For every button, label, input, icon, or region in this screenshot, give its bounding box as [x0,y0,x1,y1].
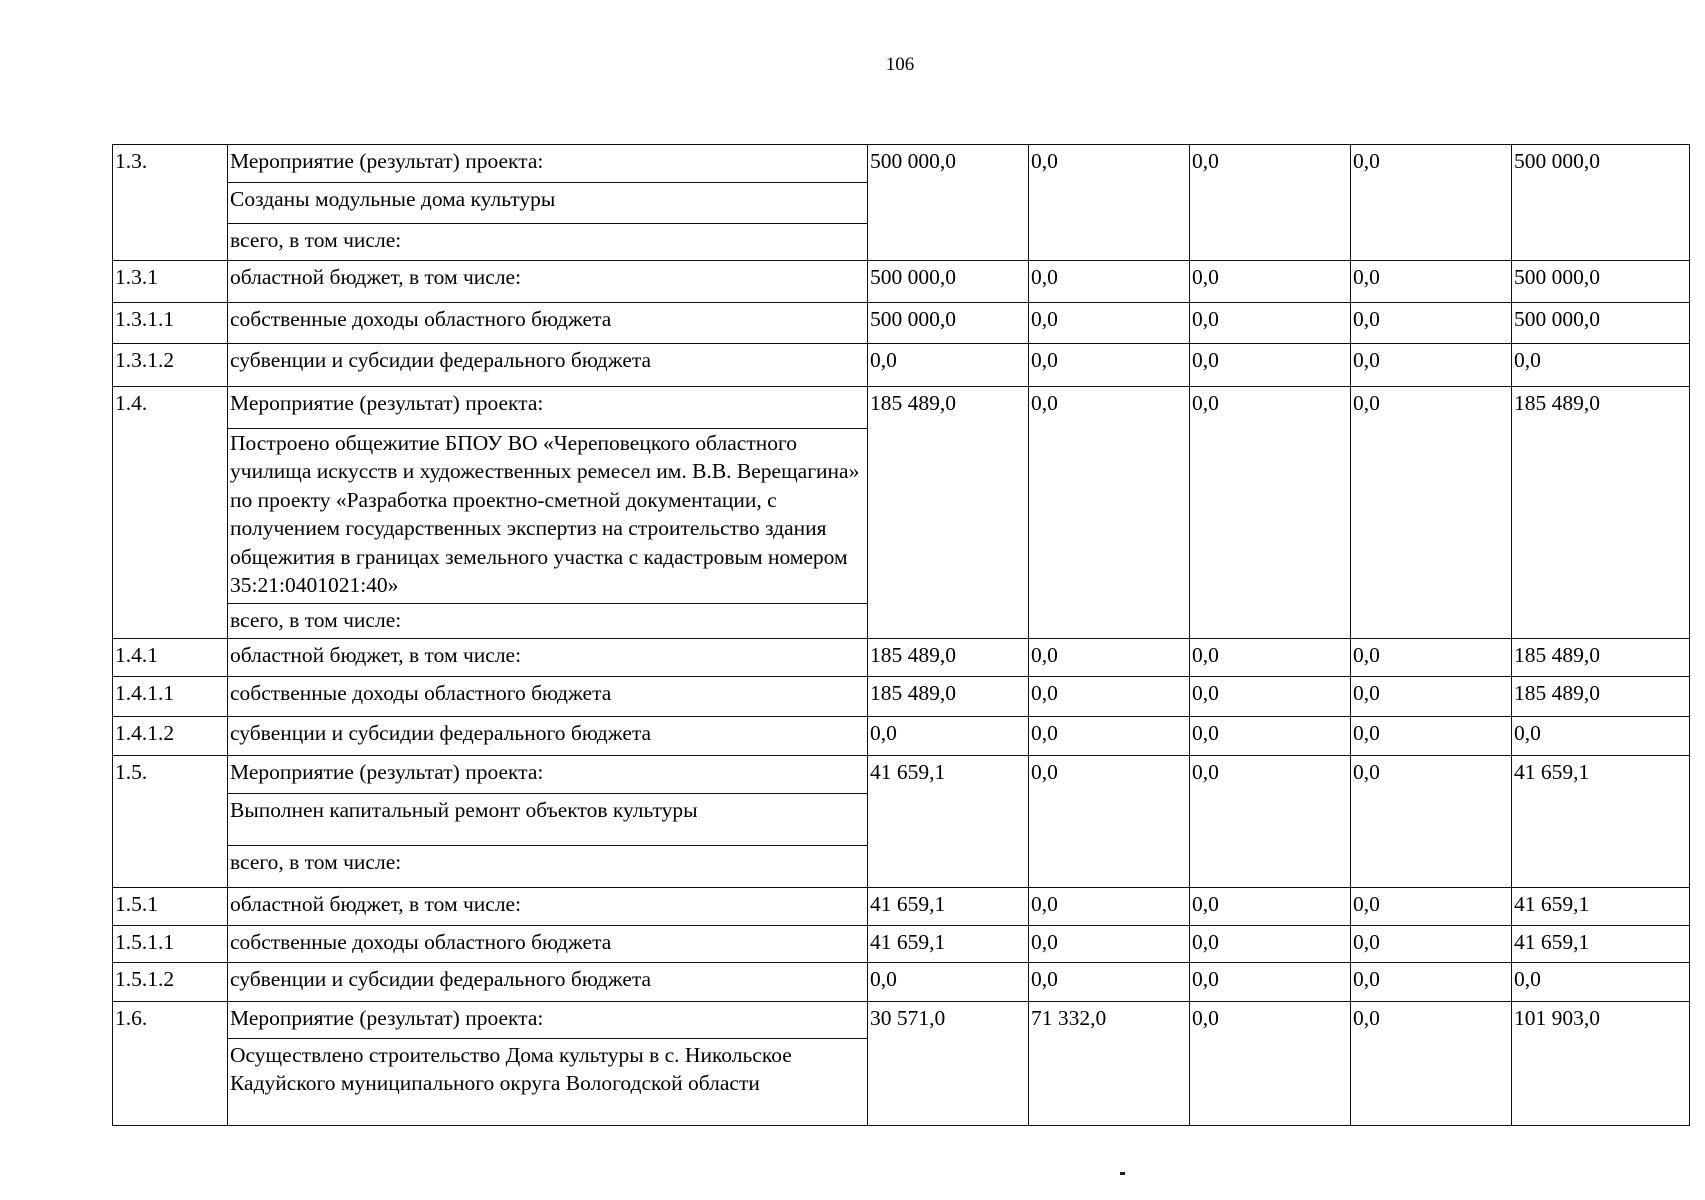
value-cell: 0,0 [1029,677,1190,716]
value-cell: 0,0 [1351,302,1512,343]
value-cell: 0,0 [1029,639,1190,677]
value-cell: 500 000,0 [1512,261,1690,302]
value-cell: 0,0 [1029,756,1190,887]
value-cell: 185 489,0 [1512,639,1690,677]
value-cell: 41 659,1 [868,925,1029,962]
row-label: собственные доходы областного бюджета [228,302,868,343]
value-cell: 0,0 [1351,887,1512,925]
row-number: 1.5.1.1 [113,925,228,962]
value-cell: 0,0 [868,716,1029,755]
row-label: собственные доходы областного бюджета [228,925,868,962]
value-cell: 0,0 [868,963,1029,1001]
value-cell: 0,0 [1029,145,1190,261]
page-number: 106 [885,54,915,75]
row-number: 1.5. [113,756,228,887]
value-cell: 0,0 [1512,344,1690,387]
value-cell: 0,0 [1351,756,1512,887]
row-number: 1.4.1.2 [113,716,228,755]
total-label: всего, в том числе: [228,223,868,260]
value-cell: 500 000,0 [868,302,1029,343]
value-cell: 0,0 [1029,387,1190,639]
value-cell: 0,0 [1351,344,1512,387]
row-label: областной бюджет, в том числе: [228,887,868,925]
value-cell: 500 000,0 [1512,145,1690,261]
row-label: областной бюджет, в том числе: [228,639,868,677]
activity-title: Осуществлено строительство Дома культуры в с. Никольское Кадуйского муниципального округа Вологодской области [228,1039,868,1126]
row-number: 1.5.1.2 [113,963,228,1001]
value-cell: 0,0 [1190,261,1351,302]
value-cell: 0,0 [1351,639,1512,677]
value-cell: 0,0 [1029,261,1190,302]
activity-label: Мероприятие (результат) проекта: [228,145,868,183]
value-cell: 185 489,0 [868,639,1029,677]
value-cell: 0,0 [1029,887,1190,925]
activity-title: Созданы модульные дома культуры [228,183,868,223]
value-cell: 500 000,0 [868,145,1029,261]
scan-mark [1120,1172,1125,1175]
value-cell: 0,0 [1190,387,1351,639]
value-cell: 0,0 [1351,261,1512,302]
value-cell: 30 571,0 [868,1001,1029,1125]
value-cell: 41 659,1 [1512,925,1690,962]
value-cell: 0,0 [1190,302,1351,343]
activity-title: Построено общежитие БПОУ ВО «Череповецкого областного училища искусств и художественных ремесел им. В.В. Верещагина» по проекту «Разработка проектно-сметной документации, с получением государственных экспертиз на строительство здания общежития в границах земельного участка с кадастровым номером 35:21:0401021:40» [228,428,868,603]
value-cell: 41 659,1 [1512,756,1690,887]
value-cell: 0,0 [1029,716,1190,755]
row-label: субвенции и субсидии федерального бюджета [228,344,868,387]
value-cell: 0,0 [1190,639,1351,677]
value-cell: 0,0 [1190,145,1351,261]
value-cell: 0,0 [1190,925,1351,962]
value-cell: 0,0 [1351,963,1512,1001]
row-number: 1.4. [113,387,228,639]
budget-table [112,144,1690,1126]
value-cell: 0,0 [1351,387,1512,639]
value-cell: 0,0 [1029,925,1190,962]
value-cell: 0,0 [1190,963,1351,1001]
activity-label: Мероприятие (результат) проекта: [228,1001,868,1038]
row-number: 1.3.1 [113,261,228,302]
value-cell: 0,0 [1351,145,1512,261]
value-cell: 0,0 [868,344,1029,387]
row-label: субвенции и субсидии федерального бюджета [228,963,868,1001]
value-cell: 0,0 [1512,963,1690,1001]
row-number: 1.3. [113,145,228,261]
row-number: 1.4.1.1 [113,677,228,716]
row-label: субвенции и субсидии федерального бюджета [228,716,868,755]
value-cell: 0,0 [1029,302,1190,343]
value-cell: 41 659,1 [868,887,1029,925]
value-cell: 185 489,0 [1512,387,1690,639]
total-label: всего, в том числе: [228,846,868,887]
value-cell: 0,0 [1190,1001,1351,1125]
value-cell: 101 903,0 [1512,1001,1690,1125]
value-cell: 185 489,0 [868,677,1029,716]
row-label: собственные доходы областного бюджета [228,677,868,716]
value-cell: 41 659,1 [1512,887,1690,925]
value-cell: 185 489,0 [1512,677,1690,716]
value-cell: 41 659,1 [868,756,1029,887]
value-cell: 0,0 [1351,716,1512,755]
activity-label: Мероприятие (результат) проекта: [228,756,868,793]
value-cell: 500 000,0 [868,261,1029,302]
value-cell: 0,0 [1351,925,1512,962]
value-cell: 71 332,0 [1029,1001,1190,1125]
value-cell: 0,0 [1029,963,1190,1001]
activity-label: Мероприятие (результат) проекта: [228,387,868,428]
value-cell: 0,0 [1190,756,1351,887]
activity-title: Выполнен капитальный ремонт объектов культуры [228,793,868,846]
value-cell: 0,0 [1029,344,1190,387]
value-cell: 0,0 [1190,677,1351,716]
value-cell: 0,0 [1190,887,1351,925]
value-cell: 0,0 [1351,677,1512,716]
value-cell: 0,0 [1351,1001,1512,1125]
value-cell: 0,0 [1512,716,1690,755]
row-number: 1.6. [113,1001,228,1125]
value-cell: 185 489,0 [868,387,1029,639]
row-label: областной бюджет, в том числе: [228,261,868,302]
row-number: 1.3.1.2 [113,344,228,387]
value-cell: 500 000,0 [1512,302,1690,343]
row-number: 1.3.1.1 [113,302,228,343]
total-label: всего, в том числе: [228,603,868,638]
value-cell: 0,0 [1190,344,1351,387]
value-cell: 0,0 [1190,716,1351,755]
row-number: 1.5.1 [113,887,228,925]
row-number: 1.4.1 [113,639,228,677]
